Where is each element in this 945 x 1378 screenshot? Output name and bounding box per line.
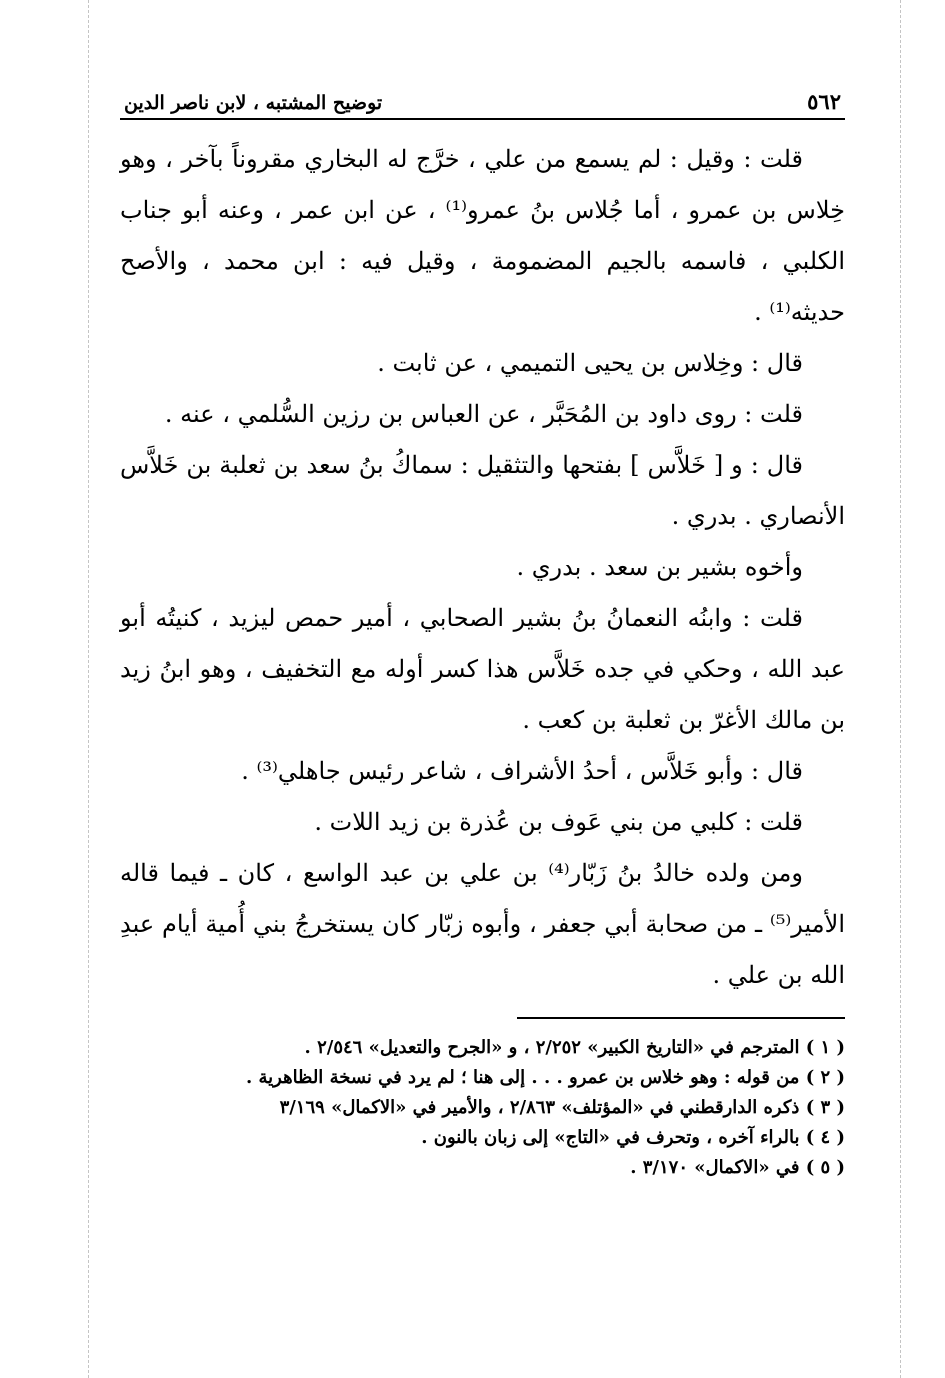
paragraph: قال : وأبو خَلاَّس ، أحدُ الأشراف ، شاعر رئيس جاهلي⁽³⁾ . [241,757,803,785]
page-number: ٥٦٢ [807,89,841,114]
footnote-text: المترجم في «التاريخ الكبير» ٢/٢٥٢ ، و «الجرح والتعديل» ٢/٥٤٦ . [304,1037,800,1058]
scan-guide-line-left [88,0,89,1378]
footnote-number: ( ٣ ) [805,1097,845,1118]
scan-guide-line-right [900,0,901,1378]
footnote-number: ( ٥ ) [805,1157,845,1178]
footnote-number: ( ٢ ) [805,1067,845,1088]
footnote [120,1033,845,1063]
running-title: توضيح المشتبه ، لابن ناصر الدين [124,92,383,114]
paragraph: قال : وخِلاس بن يحيى التميمي ، عن ثابت . [377,349,803,377]
paragraph: قال : و [ خَلاَّس ] بفتحها والتثقيل : سماكُ بنُ سعد بن ثعلبة بن خَلاَّس الأنصاري . بدري . [120,451,845,530]
paragraph: قلت : روى داود بن المُحَبَّر ، عن العباس بن رزين السُّلمي ، عنه . [164,400,803,428]
footnote-text: ذكره الدارقطني في «المؤتلف» ٢/٨٦٣ ، والأمير في «الاكمال» ٣/١٦٩ [279,1097,800,1118]
footnote-text: في «الاكمال» ٣/١٧٠ . [630,1157,800,1178]
footnotes [120,1033,845,1183]
footnote-number: ( ١ ) [805,1037,845,1058]
paragraph: قلت : وقيل : لم يسمع من علي ، خرَّج له البخاري مقروناً بآخر ، وهو خِلاس بن عمرو ، أما جُلاس بنُ عمرو⁽¹⁾ ، عن ابن عمر ، وعنه أبو جناب الكلبي ، فاسمه بالجيم المضمومة ، وقيل فيه : ابن محمد ، والأصح حديثه⁽¹⁾ . [120,145,845,326]
footnote-text: بالراء آخره ، وتحرف في «التاج» إلى زبان بالنون . [421,1127,800,1148]
paragraph: ومن ولده خالدُ بنُ زَبّار⁽⁴⁾ بن علي بن عبد الواسع ، كان ـ فيما قاله الأمير⁽⁵⁾ ـ من صحابة أبي جعفر ، وأبوه زبّار كان يستخرجُ بني أُمية أيام عبدِ الله بن علي . [120,859,845,989]
footnote [120,1063,845,1093]
page-header [120,78,845,120]
footnote [120,1153,845,1183]
book-page [120,78,845,1183]
paragraph: قلت : كلبي من بني عَوف بن عُذرة بن زيد اللات . [314,808,803,836]
footnote-number: ( ٤ ) [805,1127,845,1148]
paragraph: وأخوه بشير بن سعد . بدري . [516,553,803,581]
footnote [120,1093,845,1123]
footnote-separator [517,1017,845,1019]
paragraph: قلت : وابنُه النعمانُ بنُ بشير الصحابي ، أمير حمص ليزيد ، كنيتُه أبو عبد الله ، وحكي في جده خَلاَّس هذا كسر أوله مع التخفيف ، وهو ابنُ زيد بن مالك الأغرّ بن ثعلبة بن كعب . [120,604,845,734]
footnote-text: من قوله : وهو خلاس بن عمرو . . . إلى هنا ؛ لم يرد في نسخة الظاهرية . [245,1067,800,1088]
footnote [120,1123,845,1153]
main-text [120,134,845,1001]
